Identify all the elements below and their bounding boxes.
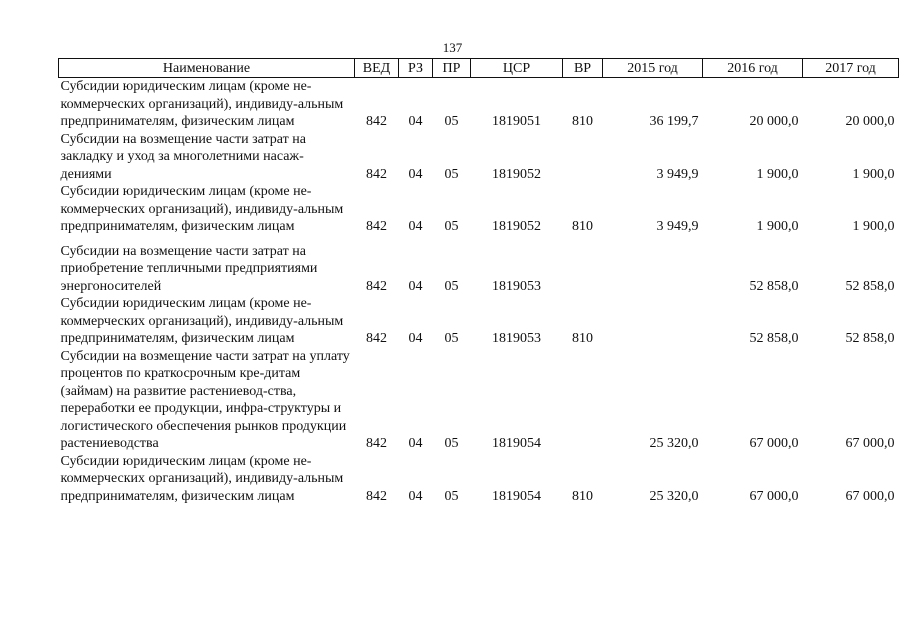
row-2015 [603, 295, 703, 348]
row-pr: 05 [444, 278, 459, 294]
row-pr: 05 [444, 488, 459, 504]
row-2017: 52 858,0 [845, 278, 895, 294]
row-csr: 1819051 [492, 114, 541, 129]
table-row [59, 453, 899, 506]
page-number: 137 [442, 40, 463, 55]
row-pr: 05 [444, 436, 459, 451]
header-vr: ВР [563, 59, 603, 78]
row-rz: 04 [408, 331, 423, 346]
row-vr: 810 [572, 488, 593, 504]
table-row [59, 78, 899, 131]
row-2015: 3 949,9 [656, 219, 699, 234]
row-rz: 04 [408, 488, 423, 504]
row-vr: 810 [572, 114, 593, 129]
row-name: Субсидии юридическим лицам (кроме не-коммерческих организаций), индивиду-альным предпринимателям, физическим лицам [60, 453, 344, 504]
row-ved: 842 [366, 278, 387, 294]
row-vr [563, 131, 603, 184]
row-vr: 810 [572, 219, 593, 234]
row-pr: 05 [444, 166, 459, 182]
row-2015 [603, 236, 703, 296]
row-csr: 1819052 [492, 219, 541, 234]
row-2017: 1 900,0 [852, 166, 895, 182]
row-name: Субсидии юридическим лицам (кроме не-коммерческих организаций), индивиду-альным предпринимателям, физическим лицам [60, 184, 344, 234]
header-ved: ВЕД [355, 59, 399, 78]
row-pr: 05 [444, 331, 459, 346]
row-2016: 20 000,0 [749, 114, 799, 129]
row-ved: 842 [366, 488, 387, 504]
row-2015: 3 949,9 [656, 166, 699, 182]
row-name: Субсидии на возмещение части затрат на уплату процентов по краткосрочным кре-дитам (займам) на развитие растениевод-ства, переработки ее продукции, инфра-структуры и логистического обеспечения рынков продукции растениеводства [60, 348, 350, 451]
row-csr: 1819053 [492, 331, 541, 346]
header-csr: ЦСР [471, 59, 563, 78]
table-row [59, 295, 899, 348]
header-pr: ПР [433, 59, 471, 78]
row-name: Субсидии на возмещение части затрат на закладку и уход за многолетними насаж-дениями [60, 131, 306, 182]
budget-table [58, 58, 899, 505]
table-row [59, 236, 899, 296]
header-2015: 2015 год [603, 59, 703, 78]
row-vr [563, 236, 603, 296]
row-2016: 52 858,0 [749, 331, 799, 346]
row-ved: 842 [366, 436, 387, 451]
row-2015: 36 199,7 [649, 114, 699, 129]
row-rz: 04 [408, 219, 423, 234]
row-ved: 842 [366, 331, 387, 346]
table-header-row [59, 59, 899, 78]
table-row [59, 131, 899, 184]
row-csr: 1819054 [492, 488, 541, 504]
row-2017: 1 900,0 [852, 219, 895, 234]
header-2017: 2017 год [803, 59, 899, 78]
header-name: Наименование [59, 59, 355, 78]
row-2017: 67 000,0 [845, 436, 895, 451]
row-2016: 1 900,0 [756, 219, 799, 234]
row-name: Субсидии юридическим лицам (кроме не-коммерческих организаций), индивиду-альным предпринимателям, физическим лицам [60, 79, 344, 129]
row-ved: 842 [366, 166, 387, 182]
row-csr: 1819053 [492, 278, 541, 294]
row-ved: 842 [366, 114, 387, 129]
row-rz: 04 [408, 278, 423, 294]
row-ved: 842 [366, 219, 387, 234]
row-name: Субсидии на возмещение части затрат на приобретение тепличными предприятиями энергоносителей [60, 243, 318, 294]
row-name: Субсидии юридическим лицам (кроме не-коммерческих организаций), индивиду-альным предпринимателям, физическим лицам [60, 296, 344, 346]
row-2015: 25 320,0 [649, 488, 699, 504]
row-vr: 810 [572, 331, 593, 346]
row-2017: 20 000,0 [845, 114, 895, 129]
header-2016: 2016 год [703, 59, 803, 78]
row-2016: 67 000,0 [749, 488, 799, 504]
row-vr [563, 348, 603, 453]
row-csr: 1819054 [492, 436, 541, 451]
row-rz: 04 [408, 114, 423, 129]
row-2016: 52 858,0 [749, 278, 799, 294]
row-2015: 25 320,0 [649, 436, 699, 451]
row-2016: 1 900,0 [756, 166, 799, 182]
row-rz: 04 [408, 166, 423, 182]
row-2016: 67 000,0 [749, 436, 799, 451]
row-csr: 1819052 [492, 166, 541, 182]
row-pr: 05 [444, 114, 459, 129]
row-2017: 67 000,0 [845, 488, 895, 504]
row-2017: 52 858,0 [845, 331, 895, 346]
table-row [59, 183, 899, 236]
header-rz: РЗ [399, 59, 433, 78]
table-row [59, 348, 899, 453]
row-rz: 04 [408, 436, 423, 451]
row-pr: 05 [444, 219, 459, 234]
